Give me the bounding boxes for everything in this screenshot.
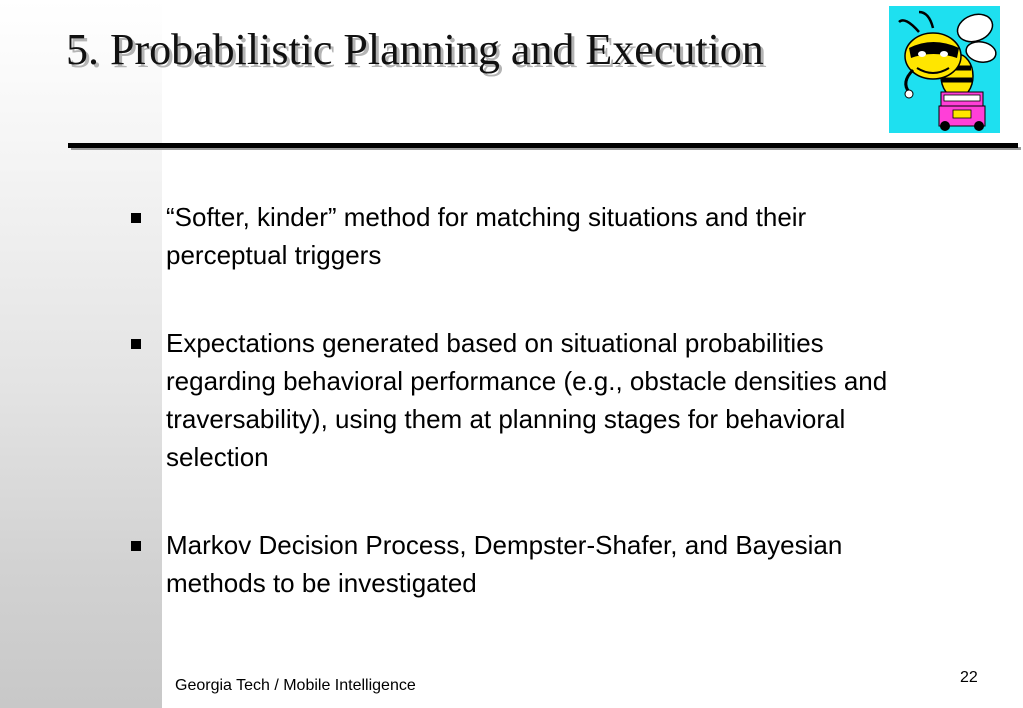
square-bullet-icon <box>131 541 141 551</box>
bullet-list <box>128 198 908 602</box>
title-divider-rule <box>68 143 1018 148</box>
bullet-text: Markov Decision Process, Dempster-Shafer, and Bayesian methods to be investigated <box>166 530 843 598</box>
square-bullet-icon <box>131 213 141 223</box>
bullet-item <box>128 324 908 476</box>
bullet-text: Expectations generated based on situational probabilities regarding behavioral performance (e.g., obstacle densities and traversability), using them at planning stages for behavioral selection <box>166 328 888 472</box>
footer-text: Georgia Tech / Mobile Intelligence <box>175 677 416 694</box>
yellow-jacket-mascot-icon <box>889 6 1000 133</box>
slide-title: 5. Probabilistic Planning and Execution <box>66 25 764 74</box>
page-number: 22 <box>960 669 978 686</box>
bullet-item <box>128 526 908 602</box>
bullet-text: “Softer, kinder” method for matching situations and their perceptual triggers <box>166 202 807 270</box>
square-bullet-icon <box>131 339 141 349</box>
bullet-item <box>128 198 908 274</box>
